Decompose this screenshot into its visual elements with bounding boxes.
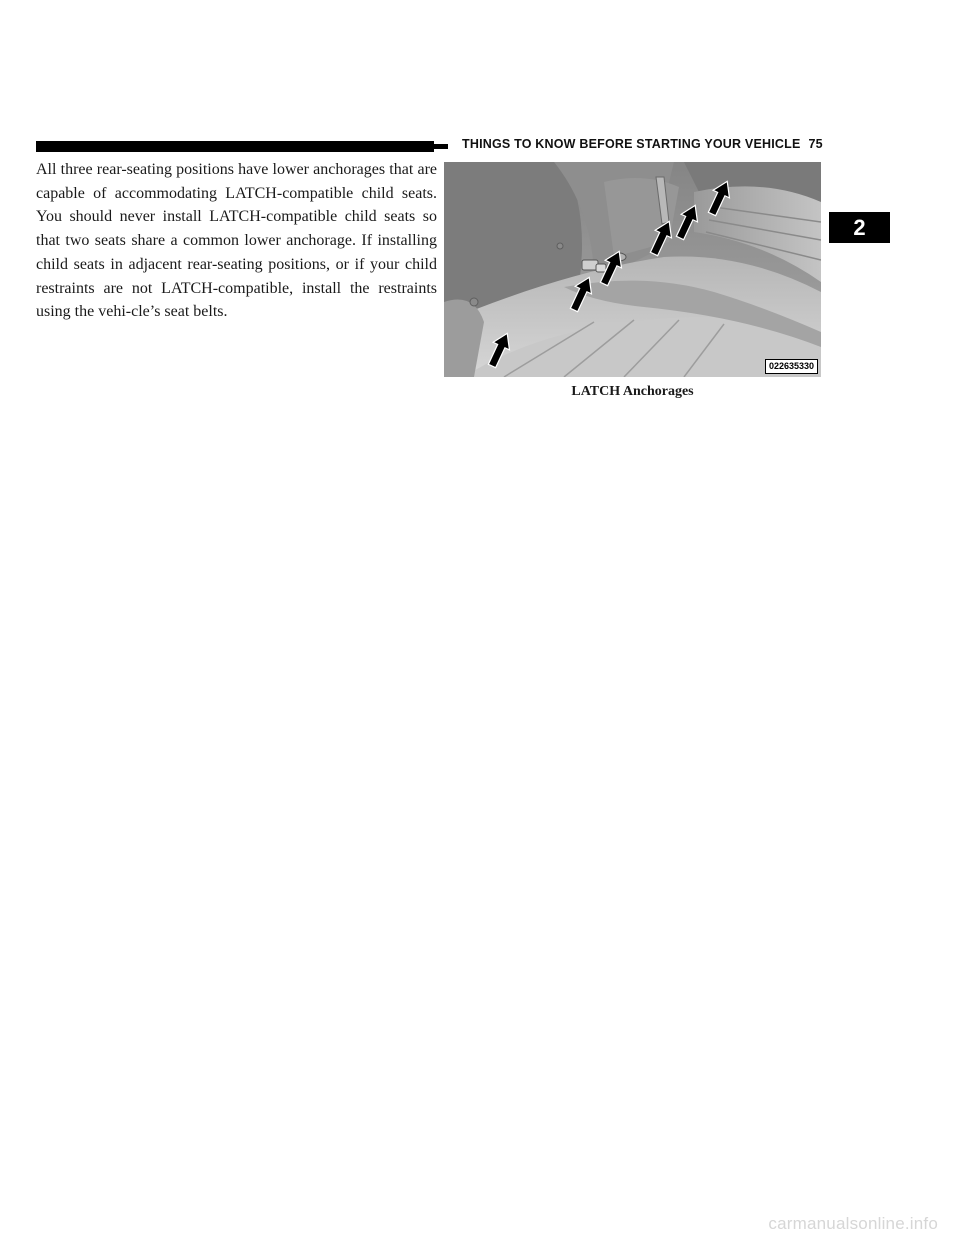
figure-code: 022635330 (765, 359, 818, 374)
figure-caption: LATCH Anchorages (571, 384, 694, 399)
header-rule-tail (434, 144, 448, 149)
body-paragraph: All three rear-seating positions have lower anchorages that are capable of accommodating LATCH-compatible child seats. You should never install LATCH-compatible child seats so that two seats share a common lower anchorage. If installing child seats in adjacent rear-seating positions, or if your child restraints are not LATCH-compatible, install the restraints using the vehi-cle’s seat belts. (36, 161, 437, 321)
header-rule (36, 141, 434, 152)
rear-seat-illustration (444, 162, 821, 377)
chapter-tab[interactable]: 2 (829, 212, 890, 243)
page-number: 75 (808, 137, 823, 151)
running-header (462, 137, 823, 151)
header-title-text: THINGS TO KNOW BEFORE STARTING YOUR VEHICLE (462, 137, 801, 151)
watermark: carmanualsonline.info (768, 1214, 938, 1233)
latch-anchorages-figure (444, 162, 821, 377)
